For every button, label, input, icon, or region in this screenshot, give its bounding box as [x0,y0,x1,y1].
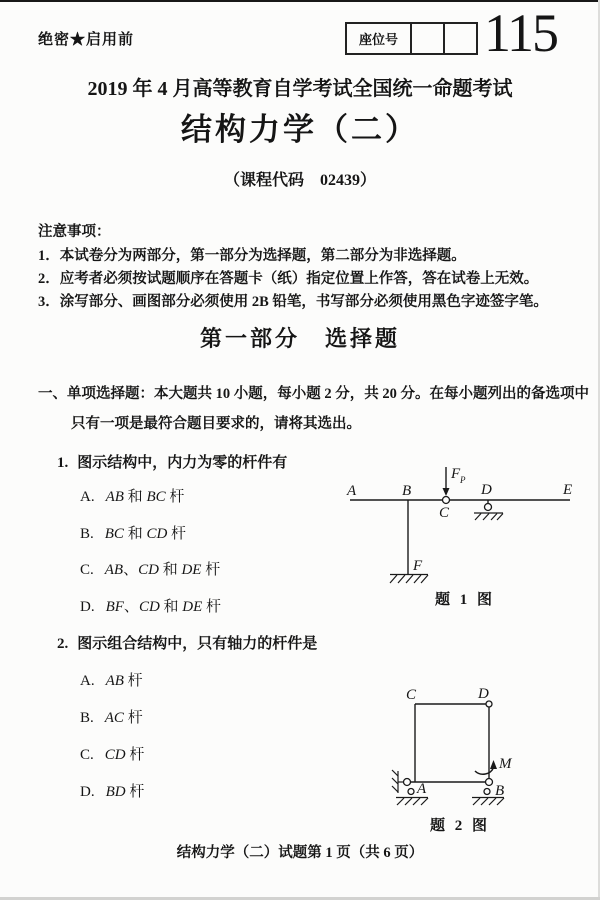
question-1-figure [340,462,590,588]
seat-number-box [345,22,478,55]
notice-heading: 注意事项： [38,224,111,240]
notice-item-1: 1．本试卷分为两部分，第一部分为选择题，第二部分为非选择题。 [38,248,466,264]
frame-members [407,704,489,782]
option-text: AB 杆 [105,673,143,689]
page-footer: 结构力学（二）试题第 1 页（共 6 页） [176,845,424,861]
seat-number-cell-2 [445,24,476,53]
support-f-ground [390,575,428,584]
fig2-label-c: C [406,687,417,703]
option-text: BD 杆 [105,784,145,800]
fig1-label-f: F [413,558,423,574]
question-2-option-a [80,669,143,690]
pin-b-icon [486,779,493,786]
instruction-line-1: 一、单项选择题：本大题共 10 小题，每小题 2 分，共 20 分。在每小题列出的备选项中 [38,386,589,402]
option-text: BC 和 CD 杆 [104,526,187,542]
option-text: CD 杆 [104,747,145,763]
question-1-number: 1. [57,455,69,471]
exam-session-title: 2019 年 4 月高等教育自学考试全国统一命题考试 [87,78,513,100]
figure-2-caption: 题 2 图 [429,818,490,834]
question-2-option-c [80,743,144,764]
support-a-wall [392,770,404,793]
question-2-stem [57,632,317,653]
option-label: A. [80,489,95,505]
fig2-label-a: A [417,781,427,797]
fig1-load-subscript: P [460,475,466,485]
option-label: D. [80,599,95,615]
question-1-option-d [80,595,221,616]
seat-number-cell-1 [412,24,445,53]
fig1-label-d: D [481,482,492,498]
question-1-stem [57,451,287,472]
moment-arrowhead-icon [490,760,497,769]
course-code: （课程代码 02439） [223,172,376,189]
exam-title: 结构力学（二） [181,112,419,147]
option-text: AC 杆 [104,710,143,726]
option-label: A. [80,673,95,689]
fig2-label-d: D [478,686,489,702]
option-label: B. [80,710,94,726]
figure-1-caption: 题 1 图 [434,592,495,608]
fig1-load-label: F [451,466,461,482]
option-text: AB 和 BC 杆 [105,489,185,505]
classification-label: 绝密★启用前 [38,31,135,48]
option-label: D. [80,784,95,800]
option-label: C. [80,562,94,578]
fig2-label-b: B [495,783,505,799]
support-a-ground [396,798,428,806]
option-label: B. [80,526,94,542]
roller-d-icon [485,504,492,511]
pin-a-lower-icon [408,789,414,795]
question-2-option-d [80,780,144,801]
option-text: BF、CD 和 DE 杆 [105,599,222,615]
support-d-ground [474,513,503,520]
fig1-label-e: E [563,482,573,498]
question-1-text: 图示结构中，内力为零的杆件有 [77,455,288,471]
hinge-c-icon [443,497,450,504]
section-one-title: 第一部分 选择题 [199,326,400,351]
fig2-moment-label: M [499,756,512,772]
notice-item-2: 2．应考者必须按试题顺序在答题卡（纸）指定位置上作答，答在试卷上无效。 [38,271,539,287]
option-label: C. [80,747,94,763]
paper-number: 115 [484,3,557,63]
question-2-number: 2. [57,636,69,652]
option-text: AB、CD 和 DE 杆 [104,562,221,578]
question-1-option-b [80,522,186,543]
notice-item-3: 3．涂写部分、画图部分必须使用 2B 铅笔，书写部分必须使用黑色字迹签字笔。 [38,294,548,310]
fig1-label-a: A [347,483,357,499]
pin-a-icon [404,779,411,786]
question-1-option-c [80,558,220,579]
question-2-figure [380,668,540,808]
question-1-option-a [80,485,184,506]
instruction-line-2: 只有一项是最符合题目要求的，请将其选出。 [71,416,361,432]
question-2-text: 图示组合结构中，只有轴力的杆件是 [77,636,318,652]
seat-number-label: 座位号 [347,24,412,53]
fig1-label-c: C [439,505,450,521]
question-2-option-b [80,706,143,727]
load-arrowhead-icon [443,488,450,496]
pin-b-lower-icon [484,789,490,795]
fig1-label-b: B [402,483,412,499]
